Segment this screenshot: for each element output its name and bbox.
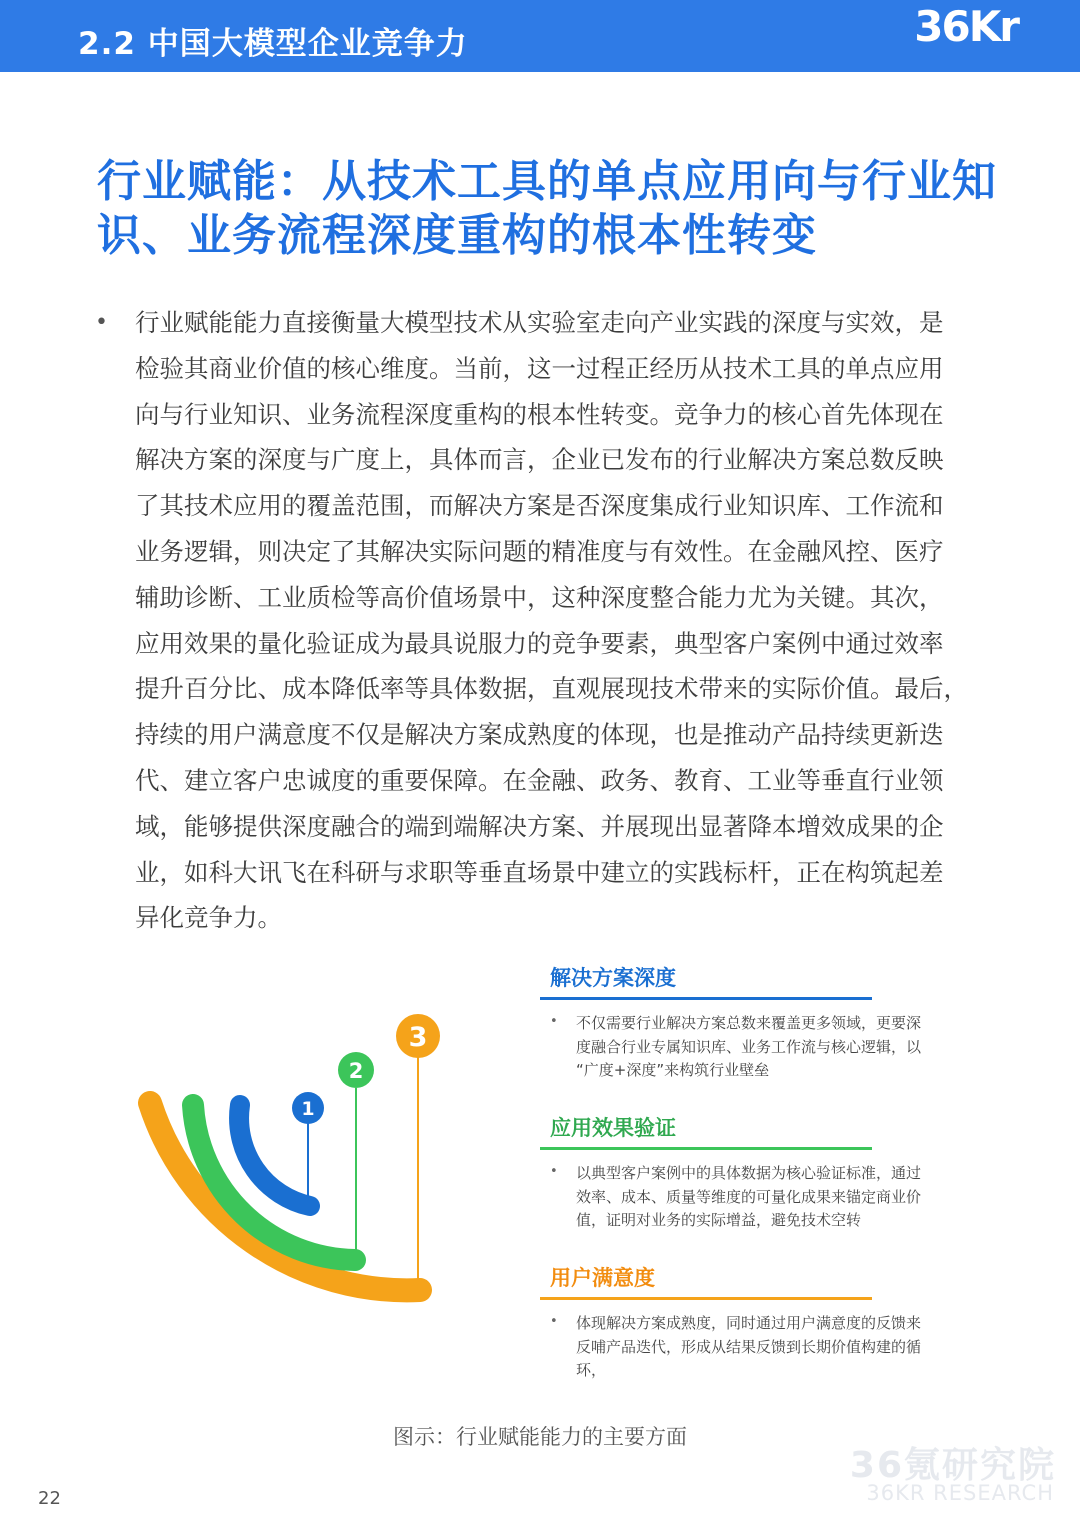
aspect-description-line: 以典型客户案例中的具体数据为核心验证标准，通过 [576,1164,922,1182]
body-line: 应用效果的量化验证成为最具说服力的竞争要素，典型客户案例中通过效率 [135,628,944,658]
aspect-description-line: “广度+深度”来构筑行业壁垒 [576,1061,770,1079]
aspect-description-line: 反哺产品迭代，形成从结果反馈到长期价值构建的循 [576,1337,922,1356]
body-line: 持续的用户满意度不仅是解决方案成熟度的体现，也是推动产品持续更新迭 [135,720,944,750]
aspect-description-line: 不仅需要行业解决方案总数来覆盖更多领域，更要深 [576,1014,922,1032]
section-title: 2.2 中国大模型企业竞争力 [78,26,468,62]
marker-3: 3 [408,1022,428,1053]
aspect-description [576,1012,966,1083]
aspect-title: 用户满意度 [550,1266,655,1290]
aspect-description-line: 效率、成本、质量等维度的可量化成果来锚定商业价 [576,1187,922,1206]
aspect-bullet: • [550,1164,558,1179]
brand-logo [914,0,1080,72]
header-bar [0,0,1080,72]
body-line: 向与行业知识、业务流程深度重构的根本性转变。竞争力的核心首先体现在 [135,399,944,429]
aspect-description [576,1312,966,1383]
body-line: 业务逻辑，则决定了其解决实际问题的精准度与有效性。在金融风控、医疗 [135,536,944,566]
aspect-item-depth [540,962,960,1079]
aspect-title: 解决方案深度 [550,966,676,990]
watermark-en: 36KR RESEARCH [866,1481,1054,1505]
aspect-description-line: 体现解决方案成熟度，同时通过用户满意度的反馈来 [576,1314,922,1332]
aspect-description [576,1162,966,1233]
arc-diagram [120,1000,460,1330]
aspect-description-line: 值，证明对业务的实际增益，避免技术空转 [576,1211,862,1229]
aspect-item-satisfaction [540,1262,960,1379]
marker-2: 2 [348,1059,364,1083]
brand-logo-text: 36Kr [914,2,1018,51]
aspect-divider [540,997,872,1000]
body-line: 提升百分比、成本降低率等具体数据，直观展现技术带来的实际价值。最后， [135,674,968,704]
body-line: 了其技术应用的覆盖范围，而解决方案是否深度集成行业知识库、工作流和 [135,491,944,521]
aspect-item-effect [540,1112,960,1229]
body-line: 检验其商业价值的核心维度。当前，这一过程正经历从技术工具的单点应用 [135,353,944,383]
page-number: 22 [38,1488,61,1509]
aspect-divider [540,1147,872,1150]
aspect-description-line: 环， [576,1361,607,1379]
page-title-line-1: 行业赋能：从技术工具的单点应用向与行业知 [97,156,997,207]
body-line: 代、建立客户忠诚度的重要保障。在金融、政务、教育、工业等垂直行业领 [135,765,944,795]
aspect-bullet: • [550,1014,558,1029]
body-line: 异化竞争力。 [135,903,282,933]
body-line: 业，如科大讯飞在科研与求职等垂直场景中建立的实践标杆，正在构筑起差 [135,857,944,887]
aspect-divider [540,1297,872,1300]
body-line: 解决方案的深度与广度上，具体而言，企业已发布的行业解决方案总数反映 [135,445,944,475]
watermark-cn: 36氪研究院 [849,1445,1056,1486]
aspect-description-line: 度融合行业专属知识库、业务工作流与核心逻辑，以 [576,1037,922,1056]
body-paragraph [135,300,995,941]
paragraph-bullet: • [95,310,108,335]
marker-1: 1 [301,1098,315,1120]
body-line: 辅助诊断、工业质检等高价值场景中，这种深度整合能力尤为关键。其次， [135,582,944,612]
body-line: 行业赋能能力直接衡量大模型技术从实验室走向产业实践的深度与实效，是 [135,308,944,337]
aspect-bullet: • [550,1314,558,1329]
figure-caption: 图示：行业赋能能力的主要方面 [393,1425,687,1449]
page-title-line-2: 识、业务流程深度重构的根本性转变 [97,210,817,261]
page-title [97,155,997,263]
aspect-title: 应用效果验证 [550,1116,676,1140]
body-line: 域，能够提供深度融合的端到端解决方案、并展现出显著降本增效成果的企 [135,811,944,841]
